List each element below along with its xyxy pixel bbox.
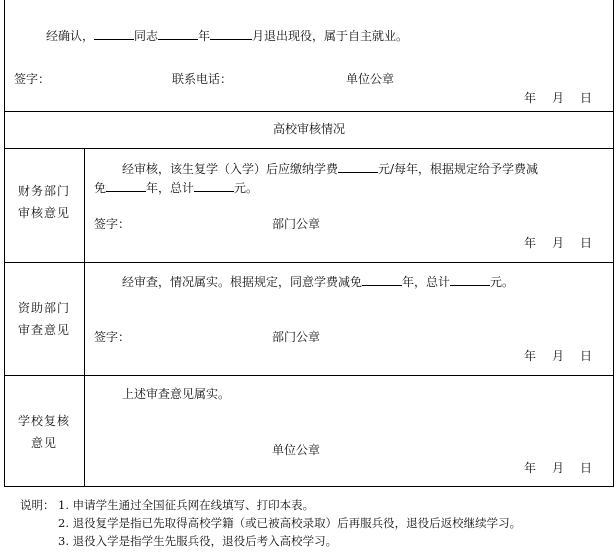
row-divider bbox=[4, 148, 614, 149]
school-text: 上述审查意见属实。 bbox=[122, 387, 231, 401]
form-table bbox=[4, 0, 614, 487]
aid-label-line1: 资助部门 bbox=[17, 301, 70, 315]
finance-label-line2: 审核意见 bbox=[17, 206, 70, 220]
finance-label-line1: 财务部门 bbox=[17, 184, 70, 198]
aid-seal-label: 部门公章 bbox=[272, 330, 321, 344]
aid-text-b: 年，总计 bbox=[402, 275, 451, 289]
section-header: 高校审核情况 bbox=[272, 122, 345, 136]
school-label-line2: 意见 bbox=[30, 436, 57, 450]
aid-text bbox=[122, 273, 514, 290]
date-label: 年 月 日 bbox=[524, 91, 595, 105]
finance-text-e: 元。 bbox=[234, 181, 259, 195]
finance-sign-label: 签字： bbox=[94, 217, 131, 231]
notes-prefix: 说明： bbox=[20, 498, 55, 512]
aid-sign-label: 签字： bbox=[94, 330, 131, 344]
finance-text-d: 年，总计 bbox=[146, 181, 195, 195]
year-label: 年 bbox=[198, 29, 211, 43]
row-divider bbox=[4, 111, 614, 112]
finance-label bbox=[4, 180, 84, 224]
month-blank[interactable] bbox=[210, 27, 252, 40]
aid-text-a: 经审查，情况属实。根据规定，同意学费减免 bbox=[122, 275, 363, 289]
school-date-label: 年 月 日 bbox=[524, 461, 595, 475]
waiver-years-blank[interactable] bbox=[106, 179, 146, 192]
note-item-3: 3. 退役入学是指学生先服兵役，退役后考入高校学习。 bbox=[58, 534, 338, 548]
waiver-total-blank[interactable] bbox=[194, 179, 234, 192]
confirm-prefix: 经确认， bbox=[46, 29, 95, 43]
unit-seal-label: 单位公章 bbox=[346, 72, 395, 86]
school-label bbox=[4, 410, 84, 454]
finance-text-line1 bbox=[122, 160, 538, 177]
phone-label: 联系电话： bbox=[172, 72, 233, 86]
aid-label bbox=[4, 297, 84, 341]
school-seal-label: 单位公章 bbox=[272, 443, 321, 457]
finance-text-line2 bbox=[94, 179, 258, 196]
aid-years-blank[interactable] bbox=[362, 273, 402, 286]
finance-seal-label: 部门公章 bbox=[272, 217, 321, 231]
finance-text-c: 免 bbox=[94, 181, 107, 195]
year-blank[interactable] bbox=[158, 27, 198, 40]
note-item-2: 2. 退役复学是指已先取得高校学籍（或已被高校录取）后再服兵役，退役后返校继续学习。 bbox=[58, 516, 522, 530]
comrade-label: 同志 bbox=[134, 29, 159, 43]
column-divider bbox=[84, 148, 85, 487]
name-blank[interactable] bbox=[94, 27, 134, 40]
aid-total-blank[interactable] bbox=[450, 273, 490, 286]
sign-label: 签字： bbox=[14, 72, 51, 86]
confirmation-line bbox=[46, 27, 408, 44]
aid-date-label: 年 月 日 bbox=[524, 349, 595, 363]
aid-text-c: 元。 bbox=[490, 275, 515, 289]
tuition-blank[interactable] bbox=[338, 160, 378, 173]
retire-label: 月退出现役，属于自主就业。 bbox=[252, 29, 409, 43]
note-item-1: 1. 申请学生通过全国征兵网在线填写、打印本表。 bbox=[58, 498, 315, 512]
row-divider bbox=[4, 262, 614, 263]
finance-text-a: 经审核，该生复学（入学）后应缴纳学费 bbox=[122, 162, 339, 176]
row-divider bbox=[4, 375, 614, 376]
finance-date-label: 年 月 日 bbox=[524, 236, 595, 250]
school-label-line1: 学校复核 bbox=[17, 414, 70, 428]
aid-label-line2: 审查意见 bbox=[17, 323, 70, 337]
finance-text-b: 元/每年，根据规定给予学费减 bbox=[378, 162, 539, 176]
